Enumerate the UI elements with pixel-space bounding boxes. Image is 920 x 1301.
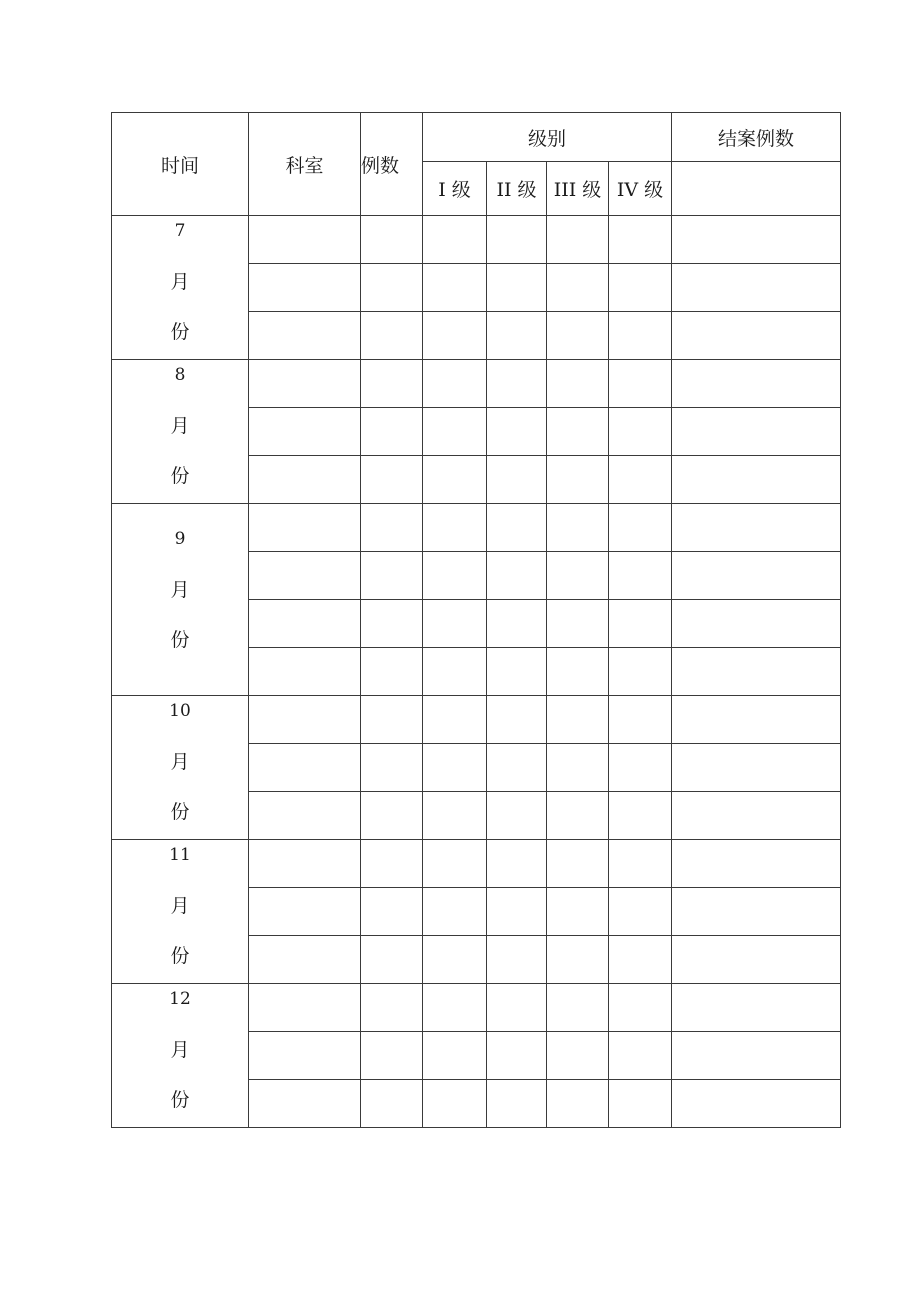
table-cell: [423, 216, 487, 264]
month-char-yue: 月: [170, 579, 190, 601]
table-cell: [487, 216, 547, 264]
table-cell: [249, 984, 361, 1032]
table-cell: [487, 312, 547, 360]
table-cell: [672, 888, 841, 936]
table-cell: [249, 1080, 361, 1128]
header-cases: 例数: [361, 113, 423, 216]
table-cell: [609, 504, 672, 552]
table-cell: [487, 408, 547, 456]
month-cell: [112, 504, 249, 696]
table-cell: [672, 360, 841, 408]
table-cell: [361, 504, 423, 552]
table-cell: [547, 888, 609, 936]
table-cell: [547, 1080, 609, 1128]
month-cell: [112, 216, 249, 360]
table-cell: [487, 360, 547, 408]
table-cell: [423, 1080, 487, 1128]
table-cell: [249, 840, 361, 888]
table-cell: [423, 840, 487, 888]
header-level-2: II 级: [487, 162, 547, 216]
table-cell: [547, 744, 609, 792]
table-cell: [423, 888, 487, 936]
month-cell: [112, 696, 249, 840]
table-cell: [609, 648, 672, 696]
table-cell: [672, 1032, 841, 1080]
table-cell: [249, 696, 361, 744]
table-cell: [249, 744, 361, 792]
table-cell: [672, 216, 841, 264]
table-cell: [423, 504, 487, 552]
table-cell: [609, 216, 672, 264]
table-cell: [249, 264, 361, 312]
month-char-fen: 份: [170, 321, 190, 343]
table-row: [112, 504, 841, 552]
month-cell: [112, 360, 249, 504]
table-cell: [361, 552, 423, 600]
table-cell: [609, 1032, 672, 1080]
table-cell: [487, 840, 547, 888]
table-cell: [361, 216, 423, 264]
month-char-yue: 月: [170, 895, 190, 917]
table-cell: [672, 744, 841, 792]
table-cell: [547, 408, 609, 456]
month-cell: [112, 984, 249, 1128]
month-char-fen: 份: [170, 629, 190, 651]
table-cell: [423, 696, 487, 744]
table-cell: [487, 1032, 547, 1080]
table-cell: [547, 984, 609, 1032]
table-cell: [487, 1080, 547, 1128]
table-cell: [361, 696, 423, 744]
table-cell: [547, 648, 609, 696]
month-number: 9: [174, 529, 186, 549]
table-row: [112, 840, 841, 888]
table-cell: [672, 600, 841, 648]
month-number: 12: [169, 989, 191, 1009]
table-cell: [609, 840, 672, 888]
month-char-yue: 月: [170, 271, 190, 293]
table-cell: [423, 600, 487, 648]
month-number: 8: [174, 365, 186, 385]
table-cell: [361, 408, 423, 456]
table-cell: [547, 1032, 609, 1080]
table-row: [112, 984, 841, 1032]
table-cell: [249, 456, 361, 504]
month-number: 11: [169, 845, 191, 865]
table-cell: [249, 936, 361, 984]
table-cell: [672, 1080, 841, 1128]
table-cell: [423, 984, 487, 1032]
table-cell: [672, 648, 841, 696]
table-cell: [547, 840, 609, 888]
month-number: 7: [174, 221, 186, 241]
table-cell: [249, 360, 361, 408]
table-cell: [609, 936, 672, 984]
month-char-fen: 份: [170, 1089, 190, 1111]
month-cell: [112, 840, 249, 984]
table-cell: [547, 600, 609, 648]
table-cell: [609, 456, 672, 504]
header-level-4: IV 级: [609, 162, 672, 216]
header-department: 科室: [249, 113, 361, 216]
month-number: 10: [169, 701, 191, 721]
table-cell: [249, 312, 361, 360]
table-cell: [609, 1080, 672, 1128]
table-cell: [361, 456, 423, 504]
table-cell: [361, 1032, 423, 1080]
table-row: [112, 216, 841, 264]
table-cell: [609, 408, 672, 456]
table-cell: [423, 744, 487, 792]
header-time: 时间: [112, 113, 249, 216]
table-cell: [487, 984, 547, 1032]
month-char-yue: 月: [170, 1039, 190, 1061]
table-cell: [249, 600, 361, 648]
table-cell: [361, 840, 423, 888]
table-cell: [487, 504, 547, 552]
table-cell: [487, 936, 547, 984]
table-cell: [547, 696, 609, 744]
table-cell: [609, 696, 672, 744]
table-cell: [423, 792, 487, 840]
table-cell: [547, 264, 609, 312]
table-cell: [487, 600, 547, 648]
table-cell: [249, 504, 361, 552]
table-cell: [249, 648, 361, 696]
table-cell: [672, 840, 841, 888]
table-cell: [361, 264, 423, 312]
month-char-fen: 份: [170, 945, 190, 967]
table-cell: [249, 792, 361, 840]
month-char-yue: 月: [170, 751, 190, 773]
table-cell: [423, 552, 487, 600]
table-cell: [361, 744, 423, 792]
table-cell: [423, 456, 487, 504]
table-cell: [423, 408, 487, 456]
table-cell: [361, 648, 423, 696]
table-cell: [423, 1032, 487, 1080]
table-cell: [547, 792, 609, 840]
table-cell: [487, 648, 547, 696]
table-cell: [609, 552, 672, 600]
table-cell: [672, 984, 841, 1032]
table-cell: [672, 936, 841, 984]
table-row: [112, 696, 841, 744]
table-row: [112, 360, 841, 408]
header-level-group: 级别: [423, 113, 672, 162]
table-cell: [361, 312, 423, 360]
header-closed-cases: 结案例数: [672, 113, 841, 162]
table-cell: [249, 408, 361, 456]
table-cell: [547, 552, 609, 600]
table-cell: [249, 1032, 361, 1080]
table-cell: [609, 792, 672, 840]
table-cell: [609, 264, 672, 312]
table-cell: [609, 360, 672, 408]
month-char-fen: 份: [170, 465, 190, 487]
header-level-1: I 级: [423, 162, 487, 216]
table-cell: [672, 504, 841, 552]
month-char-yue: 月: [170, 415, 190, 437]
table-body: [112, 216, 841, 1128]
table-cell: [487, 456, 547, 504]
table-cell: [547, 216, 609, 264]
table-cell: [672, 696, 841, 744]
table-cell: [361, 936, 423, 984]
table-cell: [249, 888, 361, 936]
table-cell: [609, 312, 672, 360]
table-cell: [609, 600, 672, 648]
table-cell: [423, 312, 487, 360]
table-cell: [672, 456, 841, 504]
header-level-3: III 级: [547, 162, 609, 216]
table-cell: [361, 888, 423, 936]
table-cell: [672, 552, 841, 600]
table-cell: [547, 936, 609, 984]
table-cell: [361, 792, 423, 840]
table-cell: [361, 984, 423, 1032]
table-cell: [423, 936, 487, 984]
table-cell: [609, 984, 672, 1032]
table-cell: [423, 360, 487, 408]
month-char-fen: 份: [170, 801, 190, 823]
table-cell: [547, 456, 609, 504]
table-cell: [547, 312, 609, 360]
table-cell: [672, 408, 841, 456]
table-cell: [609, 888, 672, 936]
table-cell: [487, 744, 547, 792]
table-cell: [547, 504, 609, 552]
table-cell: [672, 264, 841, 312]
table-cell: [361, 600, 423, 648]
table-cell: [249, 552, 361, 600]
table-cell: [609, 744, 672, 792]
table-cell: [487, 696, 547, 744]
table-cell: [672, 312, 841, 360]
table-cell: [547, 360, 609, 408]
table-cell: [249, 216, 361, 264]
table-cell: [487, 264, 547, 312]
table-cell: [487, 552, 547, 600]
table-cell: [361, 1080, 423, 1128]
table-cell: [423, 648, 487, 696]
statistics-table: [111, 112, 841, 1128]
table-cell: [423, 264, 487, 312]
table-cell: [487, 792, 547, 840]
header-closed-cases-sub: [672, 162, 841, 216]
table-cell: [487, 888, 547, 936]
table-cell: [672, 792, 841, 840]
table-cell: [361, 360, 423, 408]
